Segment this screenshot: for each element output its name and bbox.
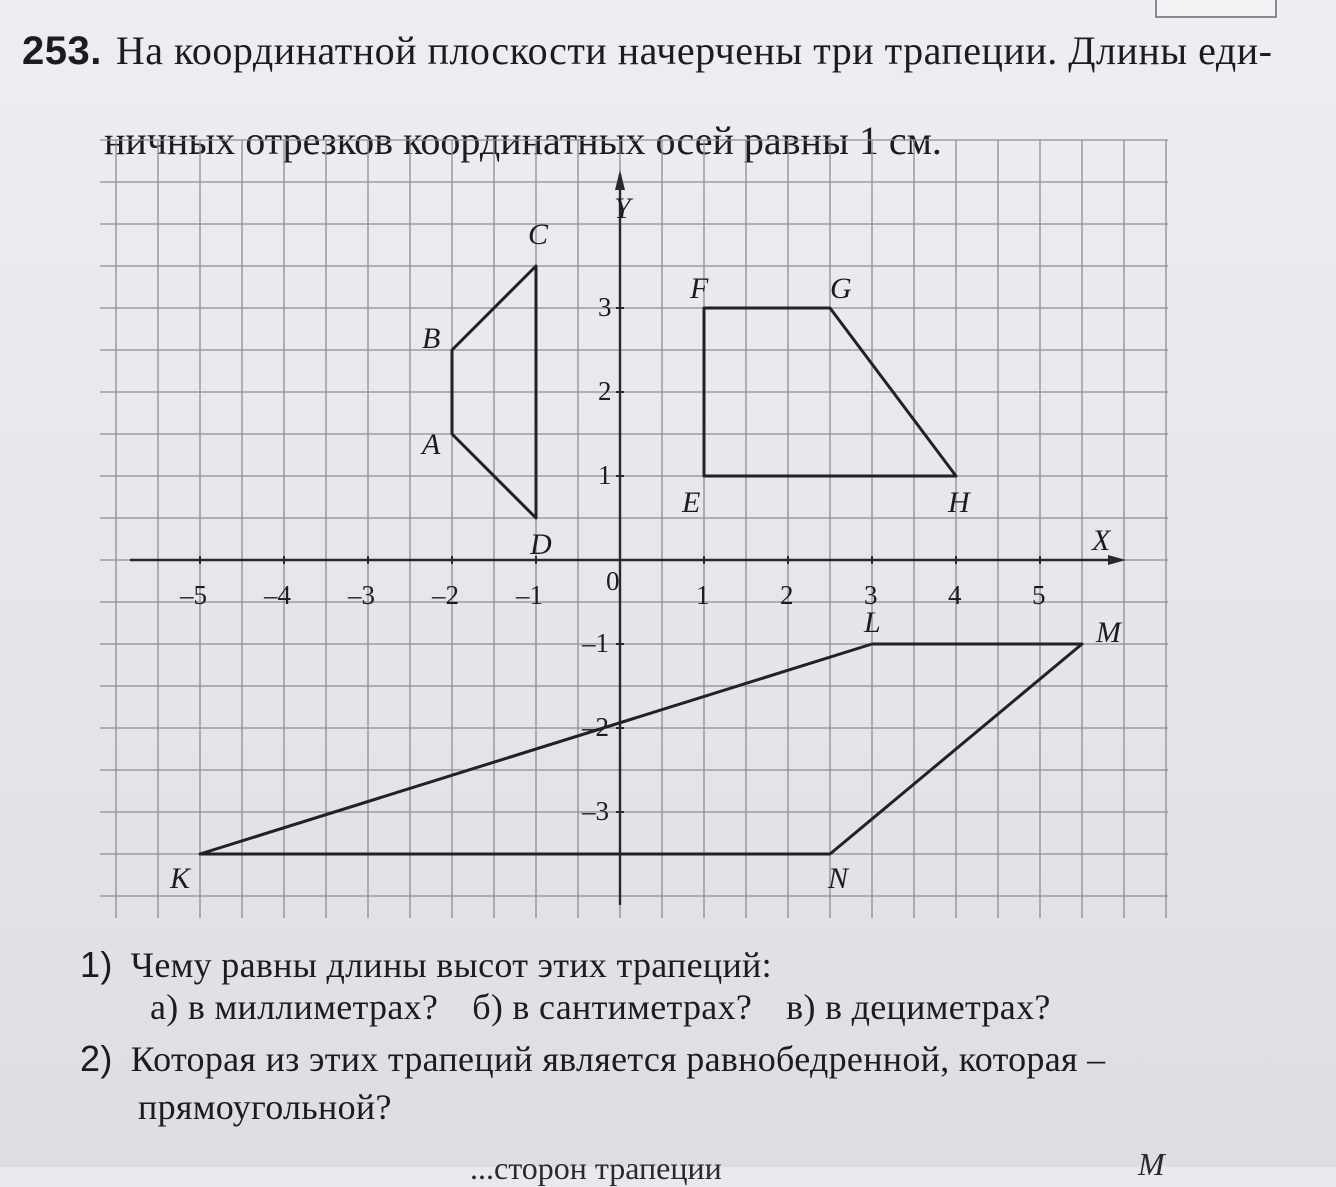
x-tick-label: 3 [864,580,878,610]
vertex-label-a: A [422,428,441,461]
y-tick-label: 1 [598,460,612,490]
y-axis-label: Y [614,192,631,225]
y-tick-label: –3 [582,796,609,826]
question-1-number: 1) [80,944,113,985]
vertex-label-g: G [830,272,852,305]
task-text-line1: На координатной плоскости начерчены три трапеции. Длины еди- [115,28,1273,73]
vertex-label-k: K [170,862,191,895]
x-tick-label: –5 [180,580,207,610]
question-1-option-c: в) в дециметрах? [786,987,1051,1027]
x-tick-label: –1 [516,580,543,610]
x-tick-label: 4 [948,580,962,610]
question-1-option-b: б) в сантиметрах? [472,987,753,1027]
origin-label: 0 [606,566,620,596]
vertex-label-m: M [1096,616,1121,649]
x-tick-label: 1 [696,580,710,610]
x-tick-label: –3 [348,580,375,610]
question-2-text-cont: прямоугольной? [138,1087,392,1127]
y-axis-arrow [615,170,625,190]
y-tick-label: –2 [582,712,609,742]
x-tick-label: –4 [264,580,291,610]
vertex-label-b: B [422,322,441,355]
grid [100,140,1168,918]
task-text-line2: ничных отрезков координатных осей равны 1 см. [104,118,942,163]
question-2 [80,1038,1105,1080]
question-1-option-a: а) в миллиметрах? [150,987,439,1027]
question-2-text: Которая из этих трапеций является равнобедренной, которая – [130,1039,1106,1079]
vertex-label-d: D [530,528,552,561]
x-tick-label: 5 [1032,580,1046,610]
question-1 [80,944,772,986]
vertex-label-e: E [682,486,701,519]
question-1-text: Чему равны длины высот этих трапеций: [130,945,772,985]
x-axis-label: X [1092,524,1111,557]
vertex-label-h: H [948,486,970,519]
vertex-label-l: L [864,606,881,639]
trapezoid-3 [200,644,1082,854]
y-tick-label: 3 [598,292,612,322]
vertex-label-c: C [528,218,549,251]
x-axis-arrow [1108,555,1126,565]
y-tick-label: –1 [582,628,609,658]
y-tick-label: 2 [598,376,612,406]
question-1-options [150,986,1085,1028]
x-tick-label: 2 [780,580,794,610]
vertex-label-n: N [828,862,849,895]
cut-off-text: ...сторон трапеции [470,1150,722,1186]
question-2-number: 2) [80,1038,113,1079]
x-tick-label: –2 [432,580,459,610]
cut-off-letter: М [1138,1146,1165,1182]
task-number: 253. [22,29,102,73]
vertex-label-f: F [690,272,709,305]
